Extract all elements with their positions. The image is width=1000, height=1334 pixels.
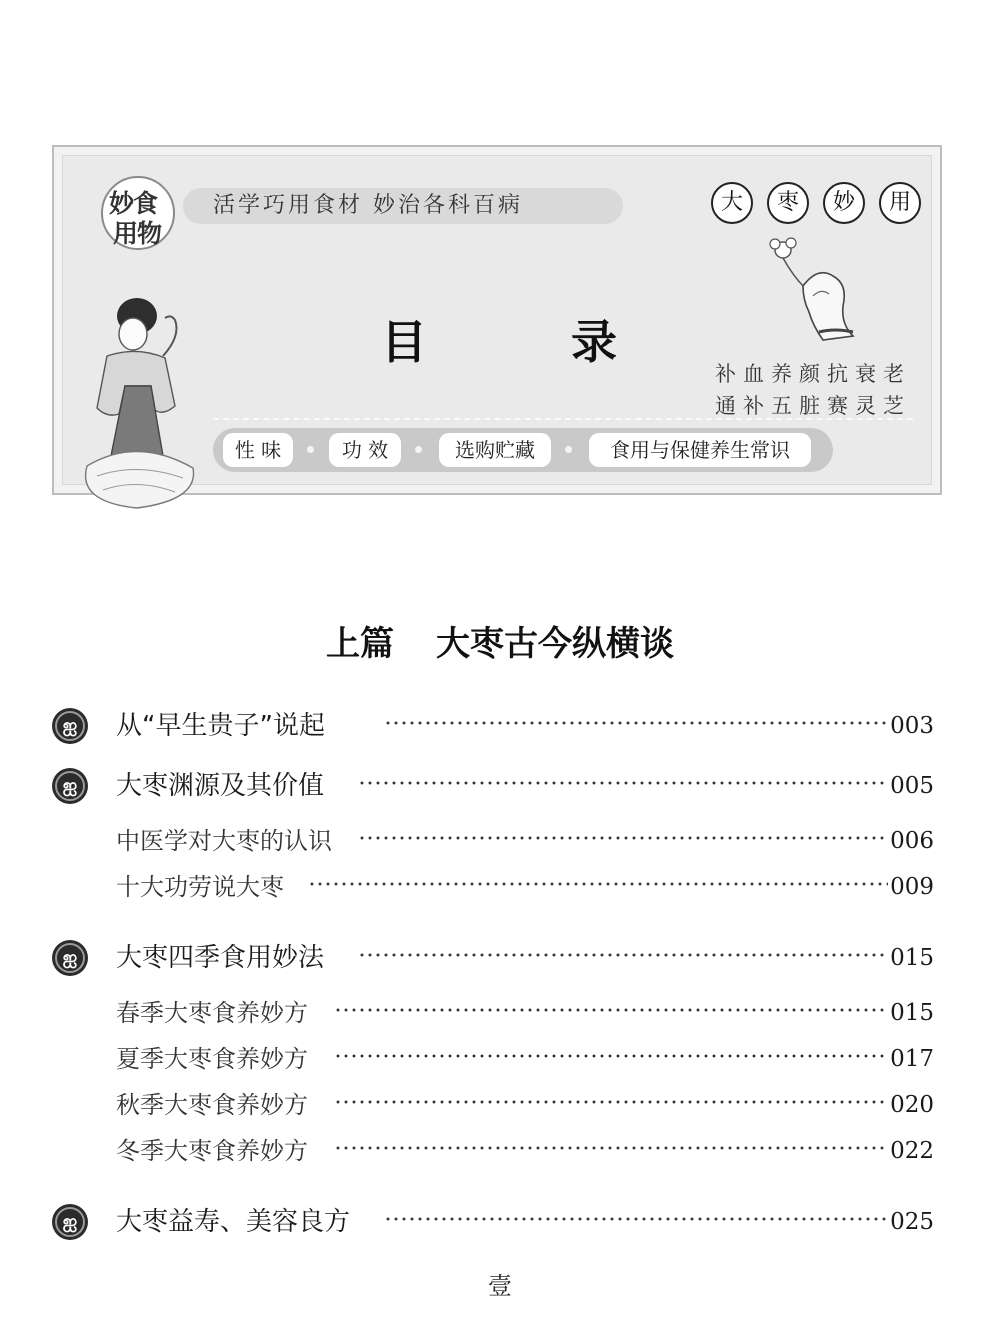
tag-efficacy: 功 效 <box>329 433 401 467</box>
tag-usage-health: 食用与保健养生常识 <box>589 433 811 467</box>
tag-separator-dot <box>307 446 314 453</box>
toc-entry-label: 大枣四季食用妙法 <box>116 943 325 973</box>
toc-entry-main[interactable] <box>0 1202 1000 1242</box>
toc-leader-dots <box>384 718 888 728</box>
toc-leader-dots <box>358 950 888 960</box>
toc-entry-label: 大枣益寿、美容良方 <box>116 1207 351 1237</box>
jujube-emblem-icon: ஐ <box>52 768 88 804</box>
toc-entry-sub[interactable] <box>0 867 1000 907</box>
toc-leader-dots <box>384 1214 888 1224</box>
toc-entry-sub[interactable] <box>0 821 1000 861</box>
toc-leader-dots <box>358 778 888 788</box>
verse-line-2: 通补五脏赛灵芝 <box>715 394 911 418</box>
section-part-label: 上篇 <box>326 624 394 664</box>
series-slogan: 活学巧用食材 妙治各科百病 <box>183 188 623 224</box>
title-circle-4: 用 <box>879 182 921 224</box>
title-circle-2: 枣 <box>767 182 809 224</box>
classical-lady-illustration <box>67 286 207 516</box>
toc-entry-main[interactable] <box>0 706 1000 746</box>
toc-page-number: 015 <box>890 945 934 971</box>
header-banner <box>52 145 942 495</box>
toc-page-number: 003 <box>890 713 934 739</box>
toc-entry-label: 春季大枣食养妙方 <box>116 999 308 1027</box>
banner-divider <box>213 418 913 420</box>
toc-entry-sub[interactable] <box>0 1085 1000 1125</box>
verse-line-1: 补血养颜抗衰老 <box>715 362 911 386</box>
tag-separator-dot <box>565 446 572 453</box>
toc-entry-label: 秋季大枣食养妙方 <box>116 1091 308 1119</box>
toc-entry-sub[interactable] <box>0 993 1000 1033</box>
tag-flavor: 性 味 <box>223 433 293 467</box>
page-folio: 壹 <box>488 1272 512 1300</box>
toc-leader-dots <box>334 1143 888 1153</box>
topic-tag-bar <box>213 428 833 472</box>
title-circle-1: 大 <box>711 182 753 224</box>
toc-page-number: 020 <box>890 1092 934 1118</box>
logo-line-1: 妙食 <box>109 189 158 218</box>
hand-holding-flower-illustration <box>763 236 873 346</box>
toc-page-number: 025 <box>890 1209 934 1235</box>
tag-separator-dot <box>415 446 422 453</box>
toc-entry-label: 冬季大枣食养妙方 <box>116 1137 308 1165</box>
jujube-emblem-icon: ஐ <box>52 1204 88 1240</box>
section-heading <box>0 616 1000 665</box>
toc-page-number: 006 <box>890 828 934 854</box>
toc-leader-dots <box>358 833 888 843</box>
toc-page-number: 022 <box>890 1138 934 1164</box>
jujube-emblem-icon: ஐ <box>52 708 88 744</box>
toc-leader-dots <box>334 1005 888 1015</box>
toc-entry-label: 十大功劳说大枣 <box>116 873 284 901</box>
toc-leader-dots <box>334 1051 888 1061</box>
toc-entry-label: 大枣渊源及其价值 <box>116 771 325 801</box>
title-circle-3: 妙 <box>823 182 865 224</box>
toc-page-number: 009 <box>890 874 934 900</box>
section-name: 大枣古今纵横谈 <box>436 624 674 664</box>
toc-page-number: 015 <box>890 1000 934 1026</box>
toc-entry-sub[interactable] <box>0 1131 1000 1171</box>
toc-leader-dots <box>308 879 888 889</box>
toc-page-number: 005 <box>890 773 934 799</box>
tag-purchase-storage: 选购贮藏 <box>439 433 551 467</box>
toc-entry-label: 夏季大枣食养妙方 <box>116 1045 308 1073</box>
jujube-emblem-icon: ஐ <box>52 940 88 976</box>
page-title-char-1: 目 <box>381 315 427 369</box>
toc-entry-label: 从“早生贵子”说起 <box>116 711 325 741</box>
toc-entry-main[interactable] <box>0 766 1000 806</box>
toc-leader-dots <box>334 1097 888 1107</box>
series-logo <box>101 176 175 250</box>
toc-page-number: 017 <box>890 1046 934 1072</box>
page-title-char-2: 录 <box>571 315 617 369</box>
toc-entry-sub[interactable] <box>0 1039 1000 1079</box>
logo-line-2: 用物 <box>113 219 162 248</box>
toc-entry-label: 中医学对大枣的认识 <box>116 827 332 855</box>
banner-panel <box>62 155 932 485</box>
toc-entry-main[interactable] <box>0 938 1000 978</box>
